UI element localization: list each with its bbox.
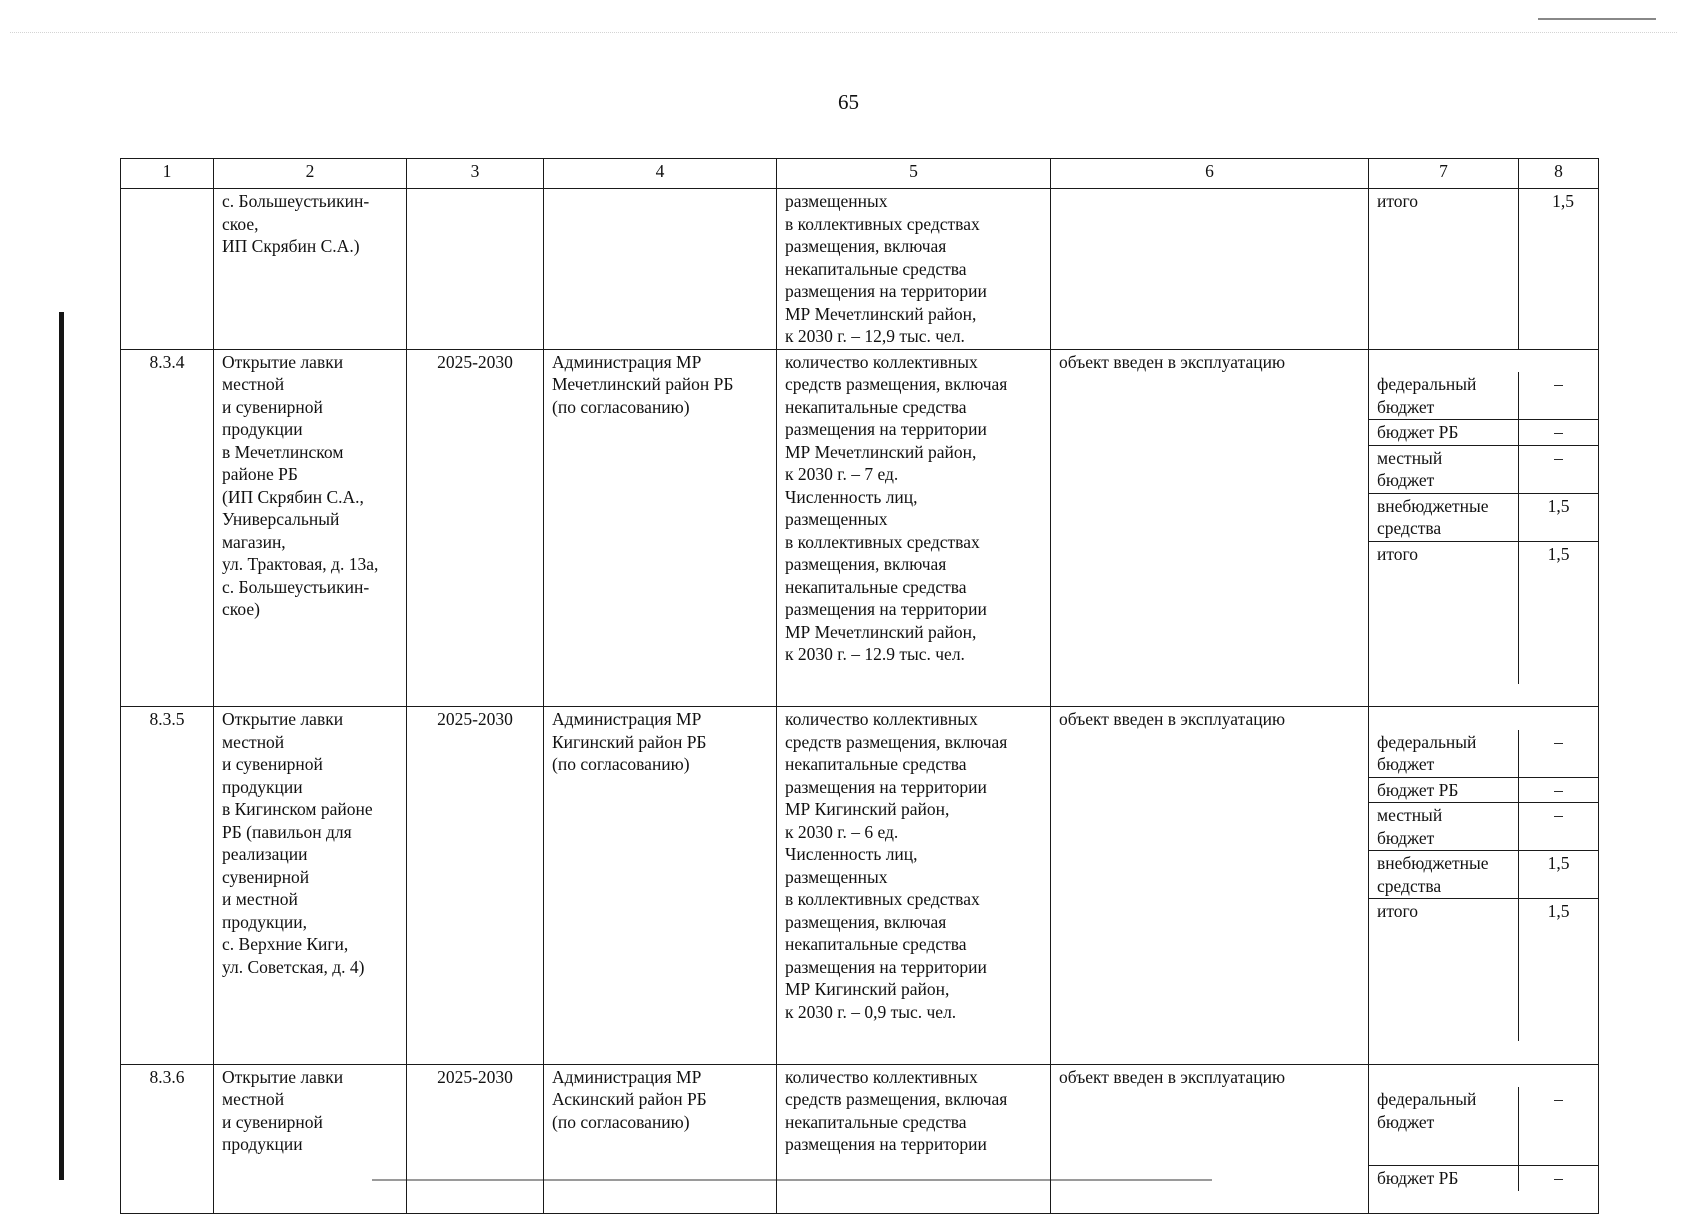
- finance-row: [1369, 1087, 1598, 1166]
- cell-indicator: размещенных в коллективных средствах размещения, включая некапитальные средства размещения на территории МР Мечетлинский район, к 2030 г. – 12,9 тыс. чел.: [777, 189, 1051, 350]
- finance-source: бюджет РБ: [1369, 420, 1519, 446]
- cell-executor: [544, 189, 777, 350]
- finance-amount: –: [1519, 446, 1598, 494]
- cell-finance-amount: [1519, 189, 1599, 350]
- finance-row: [1369, 730, 1598, 778]
- finance-amount: –: [1519, 1087, 1598, 1166]
- finance-row: [1369, 778, 1598, 804]
- cell-indicator: количество коллективных средств размещения, включая некапитальные средства размещения на территории МР Кигинский район, к 2030 г. – 6 ед. Численность лиц, размещенных в коллективных средствах размещения, включая некапитальные средства размещения на территории МР Кигинский район, к 2030 г. – 0,9 тыс. чел.: [777, 707, 1051, 1065]
- finance-row: [1369, 1166, 1598, 1191]
- column-number: 4: [544, 159, 777, 189]
- finance-row: [1369, 803, 1598, 851]
- table-row: [121, 707, 1599, 1065]
- table-row: [121, 349, 1599, 707]
- finance-row: [1369, 372, 1598, 420]
- table-row: [121, 1064, 1599, 1214]
- scan-artifact-corner-mark: [1538, 18, 1656, 20]
- finance-source: федеральный бюджет: [1369, 730, 1519, 778]
- finance-source: итого: [1369, 899, 1519, 1041]
- cell-finance: [1369, 1064, 1599, 1214]
- finance-row: [1369, 446, 1598, 494]
- cell-num: 8.3.4: [121, 349, 214, 707]
- finance-row: [1369, 542, 1598, 684]
- finance-amount: –: [1519, 803, 1598, 851]
- cell-finance: [1369, 349, 1599, 707]
- program-table: [120, 158, 1599, 1214]
- cell-period: 2025-2030: [407, 349, 544, 707]
- finance-source: итого: [1369, 542, 1519, 684]
- column-number-row: [121, 159, 1599, 189]
- cell-executor: Администрация МР Мечетлинский район РБ (по согласованию): [544, 349, 777, 707]
- finance-source: бюджет РБ: [1369, 1166, 1519, 1191]
- amount-value: 1,5: [1552, 191, 1574, 211]
- cell-result: объект введен в эксплуатацию: [1051, 1064, 1369, 1214]
- column-number: 3: [407, 159, 544, 189]
- column-number: 6: [1051, 159, 1369, 189]
- cell-result: объект введен в эксплуатацию: [1051, 349, 1369, 707]
- finance-source: федеральный бюджет: [1369, 1087, 1519, 1166]
- cell-num: 8.3.6: [121, 1064, 214, 1214]
- cell-executor: Администрация МР Кигинский район РБ (по согласованию): [544, 707, 777, 1065]
- finance-source: внебюджетные средства: [1369, 851, 1519, 899]
- finance-amount: 1,5: [1547, 543, 1570, 564]
- column-number: 1: [121, 159, 214, 189]
- cell-name: Открытие лавки местной и сувенирной продукции в Мечетлинском районе РБ (ИП Скрябин С.А., Универсальный магазин, ул. Трактовая, д. 13а, с. Большеустьикин- ское): [214, 349, 407, 707]
- finance-source: бюджет РБ: [1369, 778, 1519, 804]
- finance-row: [1369, 420, 1598, 446]
- cell-period: 2025-2030: [407, 707, 544, 1065]
- cell-name: с. Большеустьикин- ское, ИП Скрябин С.А.): [214, 189, 407, 350]
- finance-amount: –: [1519, 778, 1598, 804]
- finance-row: [1369, 899, 1598, 1041]
- scan-artifact-binding-edge: [59, 312, 64, 1180]
- finance-source: внебюджетные средства: [1369, 494, 1519, 542]
- finance-amount: 1,5: [1519, 494, 1598, 542]
- column-number: 7: [1369, 159, 1519, 189]
- finance-amount: 1,5: [1519, 851, 1598, 899]
- finance-row: [1369, 494, 1598, 542]
- cell-num: 8.3.5: [121, 707, 214, 1065]
- column-number: 2: [214, 159, 407, 189]
- finance-row: [1369, 851, 1598, 899]
- column-number: 8: [1519, 159, 1599, 189]
- cell-finance-source: итого: [1369, 189, 1519, 350]
- column-number: 5: [777, 159, 1051, 189]
- finance-amount: –: [1519, 420, 1598, 446]
- finance-source: федеральный бюджет: [1369, 372, 1519, 420]
- cell-period: [407, 189, 544, 350]
- cell-num: [121, 189, 214, 350]
- cell-finance: [1369, 707, 1599, 1065]
- cell-period: 2025-2030: [407, 1064, 544, 1214]
- cell-indicator: количество коллективных средств размещения, включая некапитальные средства размещения на территории: [777, 1064, 1051, 1214]
- finance-source: местный бюджет: [1369, 803, 1519, 851]
- continuation-row: [121, 189, 1599, 350]
- cell-name: Открытие лавки местной и сувенирной продукции в Кигинском районе РБ (павильон для реализации сувенирной и местной продукции, с. Верхние Киги, ул. Советская, д. 4): [214, 707, 407, 1065]
- cell-result: объект введен в эксплуатацию: [1051, 707, 1369, 1065]
- cell-result: [1051, 189, 1369, 350]
- cell-executor: Администрация МР Аскинский район РБ (по согласованию): [544, 1064, 777, 1214]
- finance-amount: 1,5: [1547, 901, 1570, 921]
- cell-indicator: количество коллективных средств размещения, включая некапитальные средства размещения на территории МР Мечетлинский район, к 2030 г. – 7 ед. Численность лиц, размещенных в коллективных средствах размещения, включая некапитальные средства размещения на территории МР Мечетлинский район, к 2030 г. – 12.9 тыс. чел.: [777, 349, 1051, 707]
- finance-source: местный бюджет: [1369, 446, 1519, 494]
- cell-name: Открытие лавки местной и сувенирной продукции: [214, 1064, 407, 1214]
- page-number: 65: [838, 90, 859, 114]
- finance-amount: –: [1554, 1168, 1563, 1188]
- finance-amount: –: [1519, 730, 1598, 778]
- scan-artifact-top-line: [10, 32, 1677, 33]
- finance-amount: –: [1519, 372, 1598, 420]
